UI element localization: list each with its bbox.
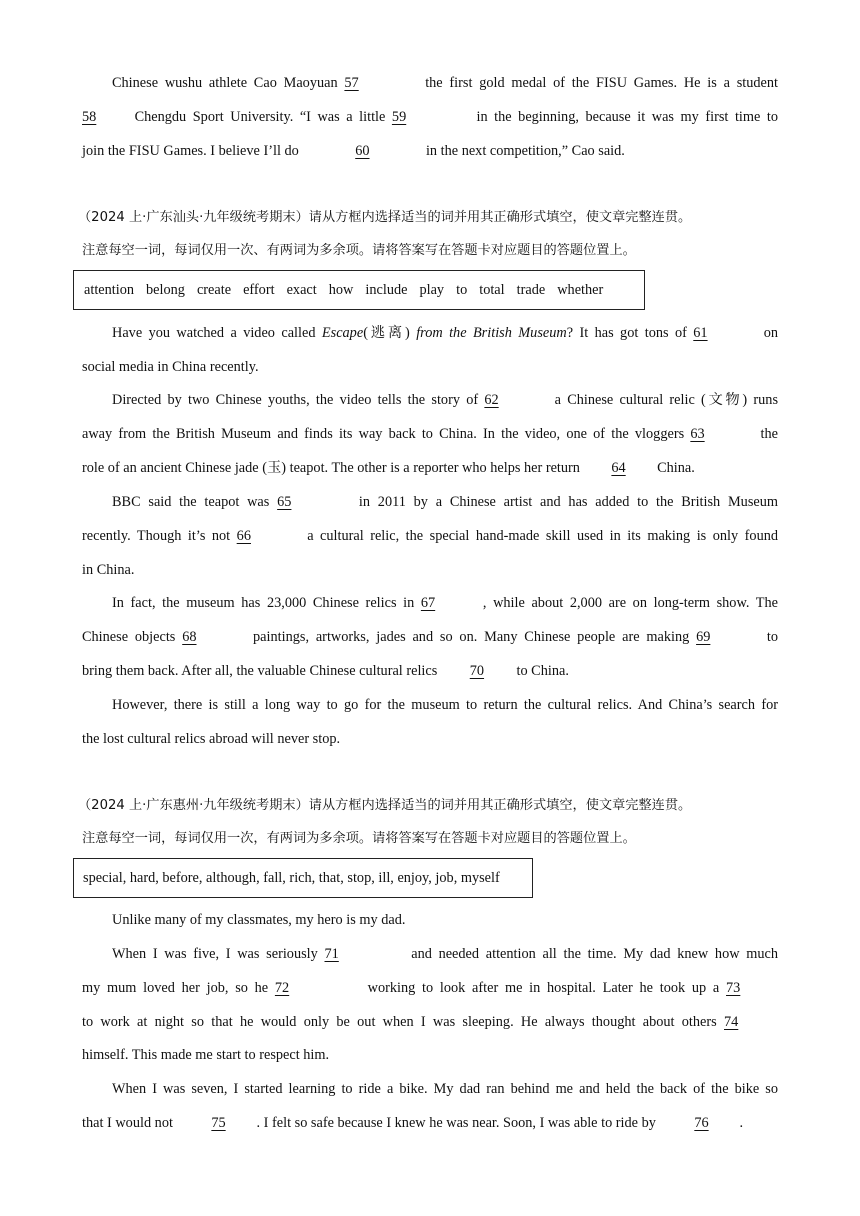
blank-70[interactable]: 70 xyxy=(469,663,485,679)
text: Chinese wushu athlete Cao Maoyuan xyxy=(112,75,338,91)
text: Chinese objects xyxy=(82,629,176,645)
text: China. xyxy=(657,460,695,476)
text: and needed attention all the time. My dad knew how much xyxy=(411,946,779,962)
s2-line-10 xyxy=(82,627,778,647)
word-box-item: whether xyxy=(557,281,604,298)
text: join the FISU Games. I believe I’ll do xyxy=(82,143,299,159)
s2-line-8: in China. xyxy=(82,562,135,578)
video-title: from the British Museum xyxy=(416,325,567,341)
word-box-3 xyxy=(73,858,533,898)
s2-line-13: the lost cultural relics abroad will never stop. xyxy=(82,731,341,747)
blank-61[interactable]: 61 xyxy=(693,325,708,341)
text: in the next competition,” Cao said. xyxy=(425,143,625,159)
text: bring them back. After all, the valuable Chinese cultural relics xyxy=(82,663,438,679)
s3-line-6: When I was seven, I started learning to ride a bike. My dad ran behind me and held the back of the bike so xyxy=(112,1081,778,1097)
s2-line-11 xyxy=(82,661,778,681)
blank-65[interactable]: 65 xyxy=(277,494,292,510)
s3-line-3 xyxy=(82,978,778,998)
s3-line-2 xyxy=(82,944,778,964)
text: Chengdu Sport University. “I was a little xyxy=(134,109,386,125)
word-box-item: create xyxy=(196,281,232,298)
word-box-list: special, hard, before, although, fall, rich, that, stop, ill, enjoy, job, myself xyxy=(83,869,500,886)
s3-line-5: himself. This made me start to respect him. xyxy=(82,1047,330,1063)
text: a cultural relic, the special hand-made skill used in its making is only found xyxy=(307,528,779,544)
text: to work at night so that he would only be out when I was sleeping. He always thought about others xyxy=(82,1014,717,1030)
text: that I would not xyxy=(82,1115,173,1131)
text: recently. Though it’s not xyxy=(82,528,231,544)
section3-instruction-2: 注意每空一词，每词仅用一次，有两词为多余项。请将答案写在答题卡对应题目的答题位置上。 xyxy=(82,831,636,846)
word-box-item: how xyxy=(328,281,354,298)
text: In fact, the museum has 23,000 Chinese relics in xyxy=(112,595,415,611)
section3-instruction-1: （2024 上·广东惠州·九年级统考期末）请从方框内选择适当的词并用其正确形式填空，使文章完整连贯。 xyxy=(78,798,692,813)
word-box-item: exact xyxy=(286,281,317,298)
text: role of an ancient Chinese jade (玉) teapot. The other is a reporter who helps her return xyxy=(82,460,580,476)
s2-line-6 xyxy=(82,492,778,512)
text: in 2011 by a Chinese artist and has added to the British Museum xyxy=(358,494,779,510)
text: to China. xyxy=(516,663,569,679)
text: a Chinese cultural relic (文物) runs xyxy=(554,392,779,408)
word-box-item: trade xyxy=(516,281,546,298)
text: , while about 2,000 are on long-term show. The xyxy=(482,595,779,611)
s3-line-1: Unlike many of my classmates, my hero is my dad. xyxy=(112,912,406,928)
blank-73[interactable]: 73 xyxy=(726,980,741,996)
passage1-line-3 xyxy=(82,141,778,161)
blank-75[interactable]: 75 xyxy=(211,1115,226,1131)
text: (逃离) xyxy=(363,325,410,341)
s2-line-7 xyxy=(82,526,778,546)
text: the first gold medal of the FISU Games. He is a student xyxy=(425,75,779,91)
section2-instruction-2: 注意每空一词，每词仅用一次、有两词为多余项。请将答案写在答题卡对应题目的答题位置上。 xyxy=(82,243,636,258)
s2-line-4 xyxy=(82,424,778,444)
s2-line-9 xyxy=(82,593,778,613)
blank-63[interactable]: 63 xyxy=(690,426,705,442)
word-box-item: to xyxy=(456,281,468,298)
blank-74[interactable]: 74 xyxy=(724,1014,739,1030)
s2-line-12: However, there is still a long way to go for the museum to return the cultural relics. And China’s search for xyxy=(112,697,778,713)
blank-68[interactable]: 68 xyxy=(182,629,197,645)
text: . xyxy=(739,1115,744,1131)
blank-58[interactable]: 58 xyxy=(82,109,97,125)
text: away from the British Museum and finds its way back to China. In the video, one of the vloggers xyxy=(82,426,685,442)
blank-59[interactable]: 59 xyxy=(391,109,407,125)
word-box-item: total xyxy=(479,281,505,298)
blank-66[interactable]: 66 xyxy=(236,528,251,544)
s2-line-1 xyxy=(82,323,778,343)
blank-76[interactable]: 76 xyxy=(694,1115,709,1131)
text: the xyxy=(760,426,779,442)
word-box-item: include xyxy=(365,281,408,298)
video-title: Escape xyxy=(321,325,364,341)
text: BBC said the teapot was xyxy=(112,494,270,510)
text: in the beginning, because it was my first time to xyxy=(476,109,779,125)
s2-line-2: social media in China recently. xyxy=(82,359,259,375)
blank-69[interactable]: 69 xyxy=(696,629,711,645)
word-box-2 xyxy=(73,270,645,310)
word-box-item: effort xyxy=(243,281,275,298)
text: When I was five, I was seriously xyxy=(112,946,318,962)
s3-line-4 xyxy=(82,1012,778,1032)
text: to xyxy=(766,629,779,645)
word-box-item: attention xyxy=(84,281,135,298)
blank-71[interactable]: 71 xyxy=(324,946,339,962)
text: on xyxy=(763,325,778,341)
blank-57[interactable]: 57 xyxy=(344,75,359,91)
text: Directed by two Chinese youths, the video tells the story of xyxy=(112,392,479,408)
blank-72[interactable]: 72 xyxy=(274,980,290,996)
word-box-item: play xyxy=(419,281,445,298)
blank-67[interactable]: 67 xyxy=(420,595,436,611)
text: ? It has got tons of xyxy=(566,325,687,341)
text: Have you watched a video called xyxy=(112,325,316,341)
text: my mum loved her job, so he xyxy=(82,980,269,996)
blank-60[interactable]: 60 xyxy=(355,143,370,159)
blank-64[interactable]: 64 xyxy=(611,460,626,476)
text: . I felt so safe because I knew he was near. Soon, I was able to ride by xyxy=(256,1115,656,1131)
blank-62[interactable]: 62 xyxy=(484,392,499,408)
text: paintings, artworks, jades and so on. Many Chinese people are making xyxy=(253,629,690,645)
s3-line-7 xyxy=(82,1113,778,1133)
passage1-line-1 xyxy=(82,73,778,93)
s2-line-5 xyxy=(82,458,778,478)
word-box-item: belong xyxy=(146,281,185,298)
passage1-line-2 xyxy=(82,107,778,127)
section2-instruction-1: （2024 上·广东汕头·九年级统考期末）请从方框内选择适当的词并用其正确形式填空，使文章完整连贯。 xyxy=(78,210,692,225)
text: working to look after me in hospital. Later he took up a xyxy=(367,980,720,996)
s2-line-3 xyxy=(82,390,778,410)
